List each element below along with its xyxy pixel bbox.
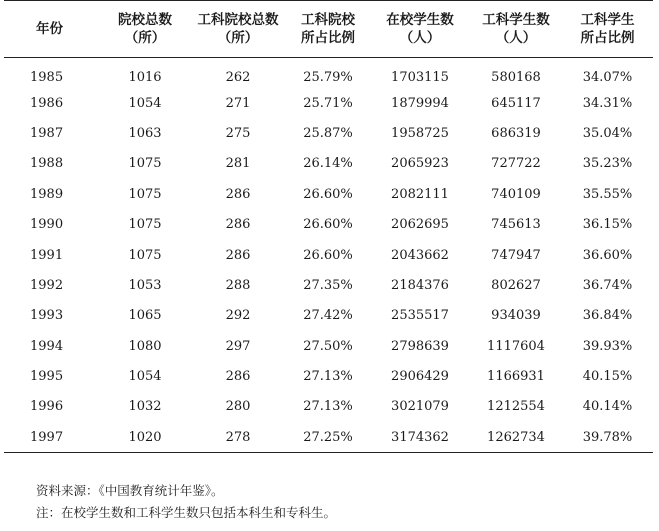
year-cell: 1993 — [30, 308, 64, 324]
table-cell: 35.55% — [582, 186, 633, 202]
table-cell: 26.60% — [303, 217, 353, 233]
column-header-line: 院校总数 — [118, 12, 172, 28]
table-cell: 1054 — [128, 95, 162, 111]
table-cell: 25.71% — [303, 95, 353, 111]
table-cell: 1065 — [128, 308, 162, 324]
table-cell: 1080 — [128, 338, 162, 354]
year-cell: 1988 — [30, 156, 64, 172]
year-cell: 1985 — [30, 70, 64, 86]
table-row — [4, 392, 653, 422]
table-cell: 727722 — [491, 156, 541, 172]
table-row — [4, 149, 653, 179]
year-cell: 1995 — [30, 369, 64, 385]
table-cell: 1075 — [128, 217, 162, 233]
table-cell: 1958725 — [391, 125, 449, 141]
column-header — [370, 1, 470, 58]
column-header-line: 年份 — [36, 21, 63, 37]
table-row — [4, 179, 653, 209]
table-cell: 2535517 — [391, 308, 449, 324]
table-cell: 26.60% — [303, 247, 353, 263]
table-cell: 2184376 — [391, 277, 449, 293]
table-cell: 580168 — [491, 70, 541, 86]
statistics-table — [4, 0, 653, 453]
header-row — [4, 1, 653, 58]
table-cell: 3174362 — [391, 429, 449, 445]
table-cell: 1166931 — [487, 369, 545, 385]
table-cell: 1212554 — [487, 399, 545, 415]
year-cell: 1987 — [30, 125, 64, 141]
table-cell: 2043662 — [391, 247, 449, 263]
table-cell: 747947 — [491, 247, 541, 263]
footnote: 注：在校学生数和工科学生数只包括本科生和专科生。 — [36, 505, 337, 520]
table-cell: 25.79% — [303, 70, 353, 86]
table-cell: 280 — [225, 399, 251, 415]
year-cell: 1989 — [30, 186, 64, 202]
column-header — [470, 1, 562, 58]
table-cell: 27.13% — [303, 369, 353, 385]
table-cell: 286 — [225, 186, 251, 202]
column-header-line: 工科院校 — [301, 12, 355, 28]
table-cell: 2082111 — [391, 186, 449, 202]
year-cell: 1997 — [30, 429, 64, 445]
table-cell: 1016 — [128, 70, 162, 86]
table-cell: 39.93% — [582, 338, 633, 354]
table-cell: 27.35% — [303, 277, 353, 293]
column-header-line: 工科学生数 — [482, 12, 550, 28]
table-cell: 35.23% — [582, 156, 633, 172]
year-cell: 1996 — [30, 399, 64, 415]
table-cell: 40.14% — [582, 399, 633, 415]
table-cell: 275 — [225, 125, 251, 141]
column-header — [100, 1, 190, 58]
table-cell: 26.14% — [303, 156, 353, 172]
column-header-line: 工科学生 — [580, 12, 635, 28]
table-cell: 27.42% — [303, 308, 353, 324]
table-cell: 645117 — [491, 95, 541, 111]
table-cell: 36.74% — [582, 277, 633, 293]
table-cell: 27.50% — [303, 338, 353, 354]
table-cell: 2798639 — [391, 338, 449, 354]
table-cell: 686319 — [491, 125, 541, 141]
table-header — [4, 1, 653, 58]
year-cell: 1990 — [30, 217, 64, 233]
table-cell: 1075 — [128, 247, 162, 263]
table-cell: 1053 — [128, 277, 162, 293]
column-header — [286, 1, 370, 58]
table-cell: 39.78% — [582, 429, 633, 445]
table-cell: 36.60% — [582, 247, 633, 263]
table-cell: 292 — [225, 308, 251, 324]
table-cell: 286 — [225, 247, 251, 263]
table-cell: 1879994 — [391, 95, 449, 111]
table-cell: 1703115 — [391, 70, 449, 86]
table-cell: 1054 — [128, 369, 162, 385]
table-row — [4, 240, 653, 270]
table-cell: 1032 — [128, 399, 162, 415]
table-cell: 27.25% — [303, 429, 353, 445]
table-cell: 1063 — [128, 125, 162, 141]
column-header-line: 所占比例 — [301, 30, 355, 46]
table-row — [4, 58, 653, 88]
table-cell: 1075 — [128, 186, 162, 202]
column-header-line: 在校学生数 — [386, 12, 454, 28]
column-header-line: 所占比例 — [580, 30, 635, 46]
year-cell: 1991 — [30, 247, 64, 263]
year-cell: 1986 — [30, 95, 64, 111]
table-cell: 34.31% — [582, 95, 633, 111]
table-row — [4, 270, 653, 300]
table-cell: 740109 — [491, 186, 541, 202]
table-cell: 26.60% — [303, 186, 353, 202]
column-header — [190, 1, 286, 58]
table-cell: 40.15% — [582, 369, 633, 385]
table-cell: 286 — [225, 369, 251, 385]
table-cell: 286 — [225, 217, 251, 233]
column-header-line: （所） — [124, 30, 166, 46]
column-header-line: （所） — [217, 30, 259, 46]
column-header-line: （人） — [399, 30, 441, 46]
year-cell: 1992 — [30, 277, 64, 293]
table-row — [4, 209, 653, 239]
column-header — [4, 1, 100, 58]
table-row — [4, 361, 653, 391]
table-cell: 2065923 — [391, 156, 449, 172]
table-cell: 1117604 — [487, 338, 545, 354]
table-cell: 934039 — [491, 308, 541, 324]
table-cell: 745613 — [491, 217, 541, 233]
source-note: 资料来源：《中国教育统计年鉴》。 — [36, 483, 224, 498]
table-cell: 27.13% — [303, 399, 353, 415]
table-cell: 271 — [225, 95, 251, 111]
table-notes — [36, 480, 336, 524]
table-row — [4, 88, 653, 118]
table-cell: 34.07% — [582, 70, 633, 86]
table-cell: 35.04% — [582, 125, 633, 141]
table-cell: 1020 — [128, 429, 162, 445]
table-cell: 1075 — [128, 156, 162, 172]
table-cell: 297 — [225, 338, 251, 354]
year-cell: 1994 — [30, 338, 64, 354]
table-row — [4, 422, 653, 452]
table-cell: 36.15% — [582, 217, 633, 233]
table-cell: 36.84% — [582, 308, 633, 324]
table-row — [4, 301, 653, 331]
table-cell: 3021079 — [391, 399, 449, 415]
table-row — [4, 331, 653, 361]
table-cell: 288 — [225, 277, 251, 293]
table-cell: 281 — [225, 156, 251, 172]
table-cell: 2062695 — [391, 217, 449, 233]
table-row — [4, 118, 653, 148]
table-cell: 1262734 — [487, 429, 545, 445]
table-cell: 278 — [225, 429, 251, 445]
table-cell: 25.87% — [303, 125, 353, 141]
table-cell: 802627 — [491, 277, 541, 293]
column-header — [562, 1, 653, 58]
column-header-line: 工科院校总数 — [197, 12, 279, 28]
table-cell: 262 — [225, 70, 251, 86]
table-cell: 2906429 — [391, 369, 449, 385]
column-header-line: （人） — [495, 30, 537, 46]
table-body — [4, 58, 653, 453]
